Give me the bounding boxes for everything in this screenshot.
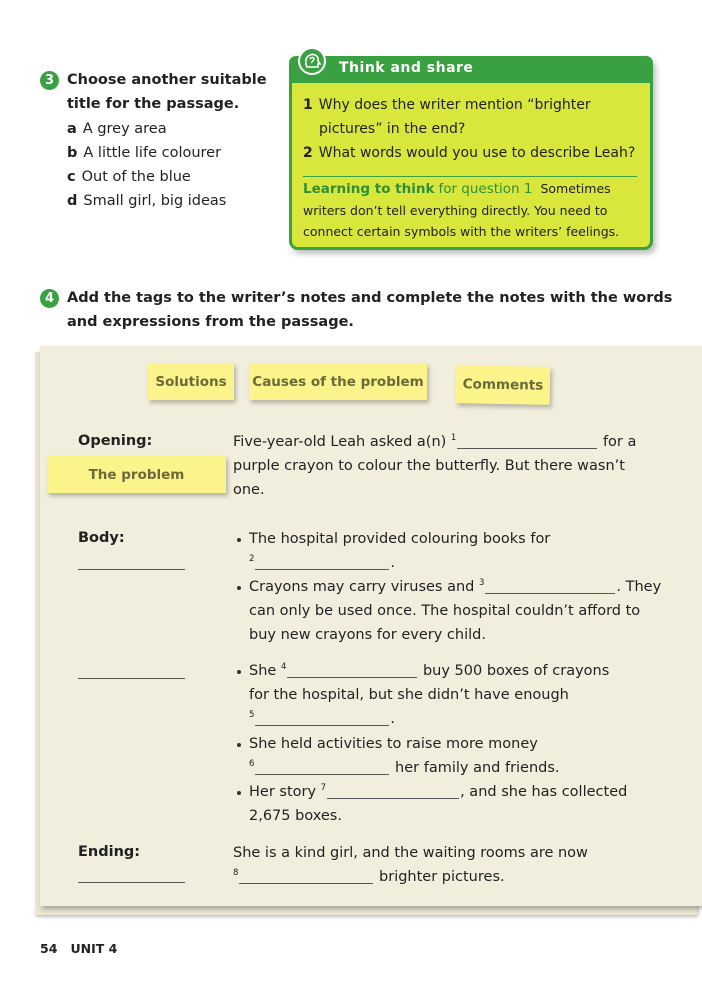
- option-b: b A little life colourer: [67, 145, 222, 161]
- body-bullet1-line2: $^2$ .: [249, 554, 396, 571]
- question-3-badge: 3: [40, 71, 59, 90]
- body-bullet2-line1: Crayons may carry viruses and $^3$ . They: [249, 578, 662, 595]
- blank-2[interactable]: [255, 569, 389, 570]
- think-question-1-line1: 1 Why does the writer mention “brighter: [303, 97, 591, 113]
- ending-label: Ending:: [78, 844, 141, 860]
- bullet: [237, 670, 241, 674]
- blank-4[interactable]: [287, 677, 417, 678]
- question-3-title-line2: title for the passage.: [67, 96, 240, 112]
- option-d: d Small girl, big ideas: [67, 193, 227, 209]
- tag-blank-ending[interactable]: [78, 882, 185, 883]
- blank-3[interactable]: [485, 593, 615, 594]
- body-bullet5-line2: 2,675 boxes.: [249, 808, 342, 824]
- body-label: Body:: [78, 530, 125, 546]
- bullet: [237, 743, 241, 747]
- opening-line2: purple crayon to colour the butterfly. But there wasn’t: [233, 458, 625, 474]
- question-3-title-line1: Choose another suitable: [67, 72, 267, 88]
- option-a: a A grey area: [67, 121, 167, 137]
- blank-8[interactable]: [239, 883, 373, 884]
- blank-7[interactable]: [327, 798, 459, 799]
- thinking-head-icon: [298, 47, 326, 75]
- tag-solutions[interactable]: Solutions: [148, 363, 234, 400]
- page-footer: [40, 941, 117, 956]
- bullet: [237, 586, 241, 590]
- body-bullet3-line3: $^5$ .: [249, 710, 396, 727]
- blank-5[interactable]: [255, 725, 389, 726]
- body-bullet4-line2: $^6$ her family and friends.: [249, 759, 560, 776]
- ending-line1: She is a kind girl, and the waiting rooms are now: [233, 845, 588, 861]
- learning-to-think-note: Learning to think for question 1 Sometimes writers don’t tell everything directly. You need to connect certain symbols with the writers’ feelings.: [303, 181, 620, 239]
- opening-line3: one.: [233, 482, 265, 498]
- unit-label: UNIT 4: [70, 941, 118, 956]
- blank-6[interactable]: [255, 774, 389, 775]
- body-bullet4-line1: She held activities to raise more money: [249, 736, 538, 752]
- bullet: [237, 538, 241, 542]
- body-bullet1-line1: The hospital provided colouring books for: [249, 531, 551, 547]
- question-4-title-line1: Add the tags to the writer’s notes and complete the notes with the words: [67, 290, 673, 306]
- opening-line1: Five-year-old Leah asked a(n) $^1$ for a: [233, 433, 637, 450]
- tag-comments[interactable]: Comments: [456, 365, 551, 405]
- think-question-1-line2: pictures” in the end?: [319, 121, 466, 137]
- question-4-title-line2: and expressions from the passage.: [67, 314, 354, 330]
- body-bullet2-line3: buy new crayons for every child.: [249, 627, 486, 643]
- think-and-share-title: Think and share: [339, 60, 474, 76]
- option-c: c Out of the blue: [67, 169, 191, 185]
- tag-the-problem[interactable]: The problem: [47, 456, 226, 493]
- body-bullet2-line2: can only be used once. The hospital couldn’t afford to: [249, 603, 641, 619]
- body-bullet3-line2: for the hospital, but she didn’t have enough: [249, 687, 569, 703]
- body-bullet3-line1: She $^4$ buy 500 boxes of crayons: [249, 662, 610, 679]
- tag-blank-body-2[interactable]: [78, 678, 185, 679]
- ending-line2: $^8$ brighter pictures.: [233, 868, 505, 885]
- page-number: 54: [40, 941, 58, 956]
- blank-1[interactable]: [457, 448, 597, 449]
- bullet: [237, 791, 241, 795]
- opening-label: Opening:: [78, 433, 153, 449]
- think-divider: [303, 176, 637, 177]
- tag-blank-body-1[interactable]: [78, 569, 185, 570]
- body-bullet5-line1: Her story $^7$ , and she has collected: [249, 783, 628, 800]
- think-question-2: 2 What words would you use to describe Leah?: [303, 145, 636, 161]
- tag-causes-of-the-problem[interactable]: Causes of the problem: [249, 363, 427, 400]
- question-4-badge: 4: [40, 289, 59, 308]
